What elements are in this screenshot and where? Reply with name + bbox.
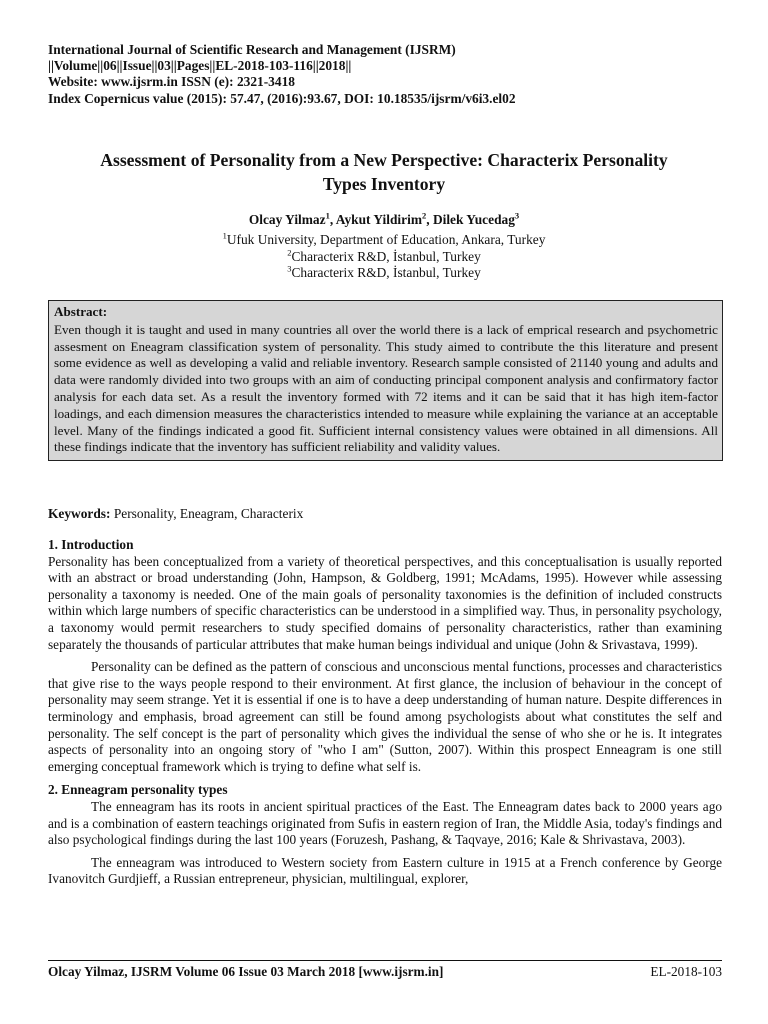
paragraph: Personality can be defined as the pattern of conscious and unconscious mental functions, processes and characteristics that give rise to the ways people respond to their environment. At first glance, the inclusion of behaviour in the concept of personality may seem strange. Yet it is essential if one is to have a deep understanding of human nature. Despite differences in terminology and emphasis, broad agreement can still be found among psychologists about what constitutes the self and personality. The self concept is the part of personality which gives the individual the sense of who she or he is. It integrates aspects of personality into an ongoing story of "who I am" (Sutton, 2007). Within this prospect Enneagram is one still emerging conceptual framework which is trying to define what self is. (48, 659, 722, 774)
journal-header (48, 42, 728, 107)
keywords-text: Personality, Eneagram, Characterix (110, 506, 304, 521)
footer-page-id: EL-2018-103 (650, 964, 722, 979)
author-name: Dilek Yucedag (432, 212, 515, 227)
footer-rule (48, 960, 722, 961)
affiliation-mark: 1 (222, 230, 227, 241)
abstract-label: Abstract: (54, 304, 108, 319)
author-mark: 1 (325, 210, 330, 221)
affiliation-mark: 2 (287, 247, 292, 258)
author-name: Aykut Yildirim (335, 212, 422, 227)
paragraph: The enneagram has its roots in ancient spiritual practices of the East. The Enneagram dates back to 2000 years ago and is a combination of eastern teachings originated from Sufis in eastern region of Iran, the Middle Asia, today's findings and also psychological findings during the last 100 years (Foruzesh, Pashang, & Taqvaye, 2016; Kale & Shrivastava, 2003). (48, 798, 722, 848)
body-text (48, 537, 722, 888)
affiliation (48, 249, 720, 266)
affiliation-list (48, 232, 720, 282)
index-doi: Index Copernicus value (2015): 57.47, (2016):93.67, DOI: 10.18535/ijsrm/v6i3.el02 (48, 90, 516, 106)
affiliation (48, 265, 720, 282)
keywords-label: Keywords: (48, 506, 111, 521)
paragraph: The enneagram was introduced to Western society from Eastern culture in 1915 at a French conference by George Ivanovitch Gurdjieff, a Russian entrepreneur, physician, multilingual, explorer, (48, 854, 722, 887)
website-issn: Website: www.ijsrm.in ISSN (e): 2321-3418 (48, 74, 295, 90)
paper-title (48, 148, 720, 196)
keywords (48, 505, 722, 522)
title-line-2: Types Inventory (322, 174, 446, 194)
abstract-box (48, 300, 723, 461)
journal-name: International Journal of Scientific Research and Management (IJSRM) (48, 42, 456, 57)
author-list (48, 211, 720, 228)
section-heading-enneagram: 2. Enneagram personality types (48, 782, 228, 798)
author-separator: , (426, 212, 433, 227)
author-separator: , (329, 212, 336, 227)
volume-info: ||Volume||06||Issue||03||Pages||EL-2018-103-116||2018|| (48, 58, 352, 74)
section-heading-introduction: 1. Introduction (48, 537, 134, 552)
affiliation (48, 232, 720, 249)
affiliation-text: Characterix R&D, İstanbul, Turkey (291, 248, 481, 264)
footer-citation: Olcay Yilmaz, IJSRM Volume 06 Issue 03 March 2018 [www.ijsrm.in] (48, 964, 444, 979)
author-mark: 3 (514, 210, 520, 221)
affiliation-text: Characterix R&D, İstanbul, Turkey (291, 265, 481, 281)
abstract-text: Even though it is taught and used in many countries all over the world there is a lack of emprical research and psychometric assesment on Eneagram classification system of personality. This study aimed to contribute the this literature and present some evidence as well as developing a valid and reliable inventory. Research sample consisted of 21140 young and adults and data were randomly divided into two groups with an aim of conducting principal component analysis and confirmatory factor analysis for each data set. As a result the inventory formed with 72 items and it can be said that it has high item-factor loadings, and each dimension measures the characteristics intended to measure while explaining the variance at an acceptable level. Many of the findings indicated a good fit. Sufficient internal consistency values were obtained in all dimensions. All these findings indicate that the inventory has sufficient reliability and validity values. (54, 321, 718, 455)
paragraph: Personality has been conceptualized from a variety of theoretical perspectives, and this conceptualisation is usually reported with an abstract or broad understanding (John, Hampson, & Goldberg, 1991; McAdams, 1995). However while assessing personality a taxonomy is needed. One of the main goals of personality taxonomies is the definition of included constructs within which large numbers of specific characteristics can be understood in a simplified way. Thus, in personality psychology, a taxonomy would permit researchers to study specified domains of personality characteristics, rather than examining separately the thousands of particular attributes that make human beings individual and unique (John & Srivastava, 1999). (48, 553, 722, 652)
affiliation-text: Ufuk University, Department of Education, Ankara, Turkey (226, 232, 546, 247)
affiliation-mark: 3 (287, 263, 292, 274)
title-line-1: Assessment of Personality from a New Perspective: Characterix Personality (100, 150, 668, 170)
author-name: Olcay Yilmaz (248, 212, 326, 227)
author-mark: 2 (421, 210, 427, 221)
